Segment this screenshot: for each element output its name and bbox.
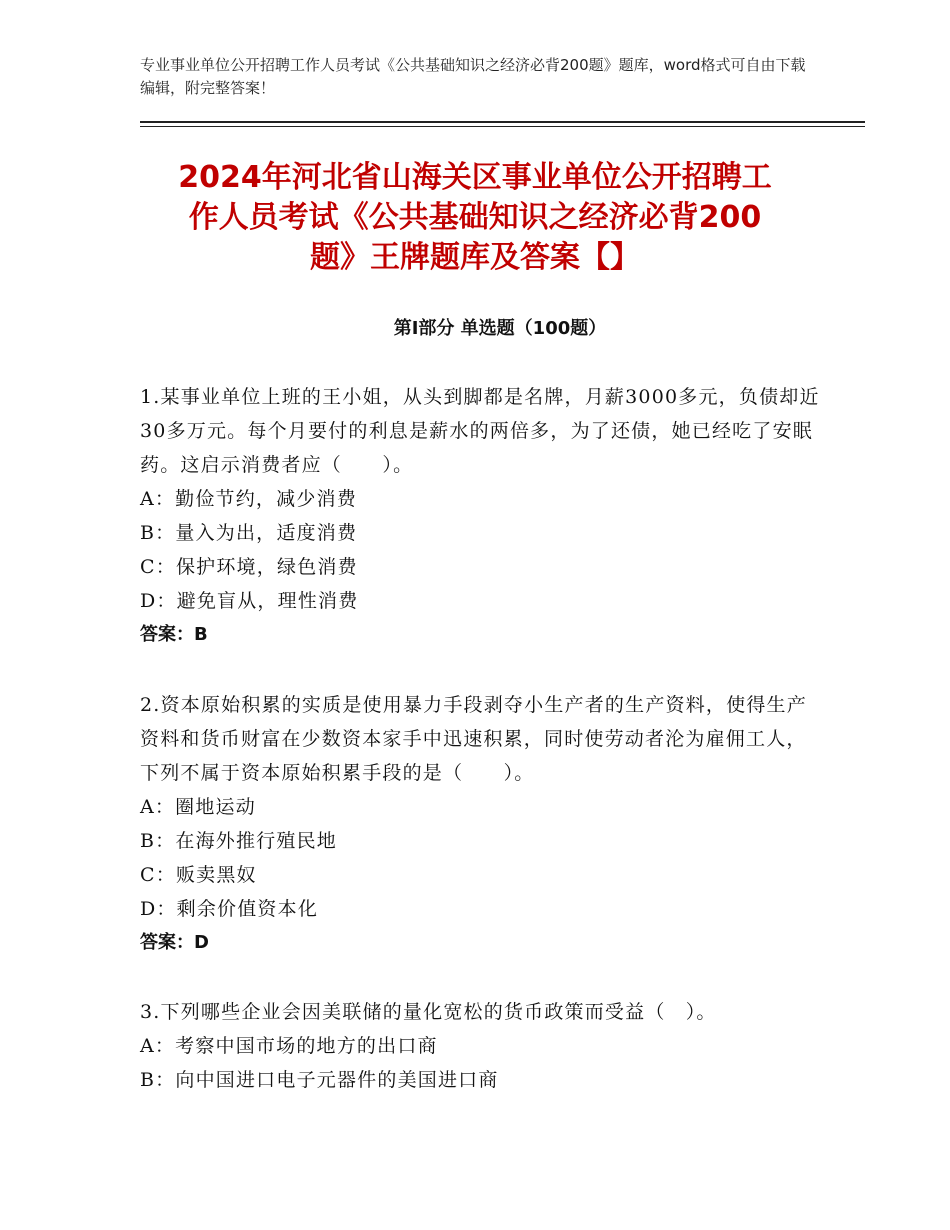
option-a: A：考察中国市场的地方的出口商	[140, 1035, 438, 1057]
question-stem: 3.下列哪些企业会因美联储的量化宽松的货币政策而受益（ ）。	[140, 1001, 717, 1023]
document-title	[130, 158, 820, 278]
answer: 答案：D	[140, 932, 209, 953]
section-title: 第Ⅰ部分 单选题（100题）	[393, 318, 607, 339]
header-rule-thin	[140, 126, 865, 127]
option-b: B：量入为出，适度消费	[140, 522, 358, 544]
question-2	[140, 688, 820, 960]
title-line-3: 题》王牌题库及答案【】	[310, 240, 640, 275]
option-c: C：保护环境，绿色消费	[140, 556, 358, 578]
option-b: B：向中国进口电子元器件的美国进口商	[140, 1069, 499, 1091]
title-line-2: 作人员考试《公共基础知识之经济必背200	[188, 200, 762, 235]
header-rule-thick	[140, 121, 865, 123]
question-stem: 1.某事业单位上班的王小姐，从头到脚都是名牌，月薪3000多元，负债却近30多万元。每个月要付的利息是薪水的两倍多，为了还债，她已经吃了安眠药。这启示消费者应（ ）。	[140, 386, 820, 476]
option-b: B：在海外推行殖民地	[140, 830, 337, 852]
header-note: 专业事业单位公开招聘工作人员考试《公共基础知识之经济必背200题》题库，word格式可自由下载编辑，附完整答案！	[140, 56, 806, 97]
question-1	[140, 380, 820, 652]
question-stem: 2.资本原始积累的实质是使用暴力手段剥夺小生产者的生产资料，使得生产资料和货币财富在少数资本家手中迅速积累，同时使劳动者沦为雇佣工人，下列不属于资本原始积累手段的是（ ）。	[140, 694, 807, 784]
option-a: A：圈地运动	[140, 796, 256, 818]
answer: 答案：B	[140, 624, 208, 645]
option-d: D：避免盲从，理性消费	[140, 590, 359, 612]
title-line-1: 2024年河北省山海关区事业单位公开招聘工	[178, 160, 772, 195]
option-d: D：剩余价值资本化	[140, 898, 319, 920]
option-c: C：贩卖黑奴	[140, 864, 257, 886]
option-a: A：勤俭节约，减少消费	[140, 488, 357, 510]
question-3	[140, 995, 820, 1097]
